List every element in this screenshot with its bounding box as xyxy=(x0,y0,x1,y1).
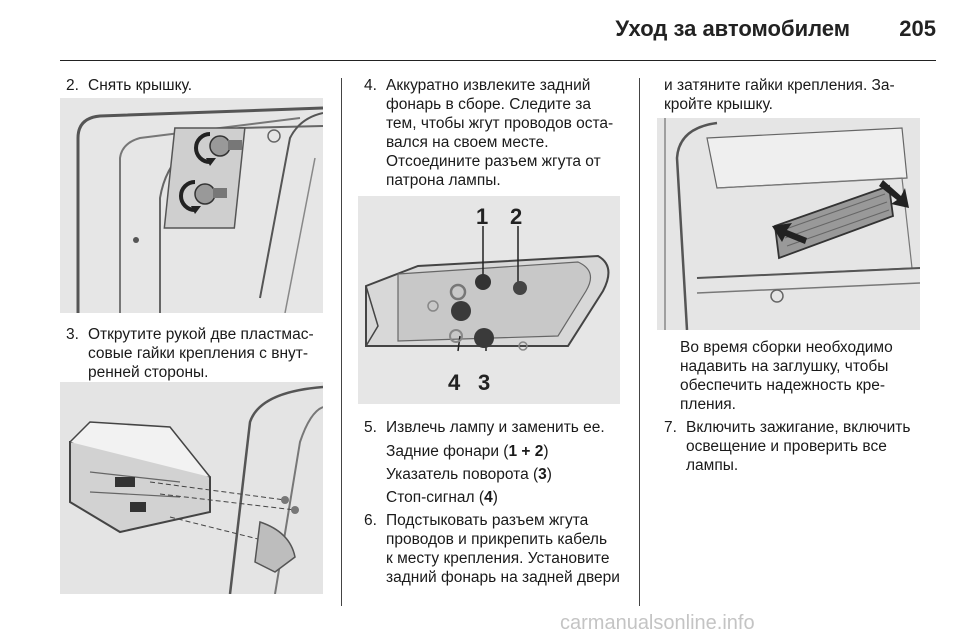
bulb-icon xyxy=(475,274,491,290)
step-line: задний фонарь на задней двери xyxy=(386,569,620,586)
header-rule xyxy=(60,60,936,61)
step-line: ренней стороны. xyxy=(88,364,209,381)
step-4 xyxy=(364,76,634,156)
figure-close-cover xyxy=(657,118,920,330)
step-3 xyxy=(66,325,336,385)
rear-lights-line: Задние фонари (1 + 2) xyxy=(386,443,549,460)
step-line: фонарь в сборе. Следите за xyxy=(386,96,591,113)
bulb-icon xyxy=(513,281,527,295)
step-line: вался на своем месте. xyxy=(386,134,549,151)
step-line: Открутите рукой две пластмас- xyxy=(88,326,314,343)
step-number: 7. xyxy=(664,419,677,436)
page-title: Уход за автомобилем xyxy=(615,16,850,41)
note-line: Во время сборки необходимо xyxy=(680,339,893,356)
close-cover-illustration xyxy=(657,118,920,330)
step-7 xyxy=(664,418,944,478)
step-line: совые гайки крепления с внут- xyxy=(88,345,309,362)
figure-rear-lamp-bulbs xyxy=(358,196,620,404)
step-line: лампы. xyxy=(686,457,739,474)
figure-cover-removal xyxy=(60,98,323,313)
page-number: 205 xyxy=(899,16,936,41)
step-line: к месту крепления. Установите xyxy=(386,550,610,567)
step-number: 6. xyxy=(364,512,377,529)
step-line: освещение и проверить все xyxy=(686,438,887,455)
step-4-note-line: патрона лампы. xyxy=(386,172,501,189)
step-text: Извлечь лампу и заменить ее. xyxy=(386,419,605,436)
step-line: проводов и прикрепить кабель xyxy=(386,531,608,548)
step-text: Снять крышку. xyxy=(88,77,193,94)
step-number: 3. xyxy=(66,326,79,343)
step-line: тем, чтобы жгут проводов оста- xyxy=(386,115,614,132)
step-6 xyxy=(364,511,634,591)
callout-3: 3 xyxy=(478,370,491,395)
lamp-unit-exploded-illustration xyxy=(60,382,323,594)
note-line: надавить на заглушку, чтобы xyxy=(680,358,889,375)
step-line: Аккуратно извлеките задний xyxy=(386,77,591,94)
continued-text-line: и затяните гайки крепления. За- xyxy=(664,77,895,94)
column-divider-1 xyxy=(341,78,342,606)
callout-1: 1 xyxy=(476,204,489,229)
cover-removal-illustration xyxy=(60,98,323,313)
note-line: пления. xyxy=(680,396,736,413)
step-number: 5. xyxy=(364,419,377,436)
continued-text-line: кройте крышку. xyxy=(664,96,773,113)
brake-light-line: Стоп-сигнал (4) xyxy=(386,489,498,506)
step-line: Включить зажигание, включить xyxy=(686,419,911,436)
bulb-icon xyxy=(474,328,494,348)
callout-4: 4 xyxy=(448,370,461,395)
rear-lamp-bulbs-illustration xyxy=(358,196,620,404)
watermark: carmanualsonline.info xyxy=(560,612,755,634)
step-line: Подстыковать разъем жгута xyxy=(386,512,589,529)
step-number: 4. xyxy=(364,77,377,94)
note-line: обеспечить надежность кре- xyxy=(680,377,886,394)
callout-2: 2 xyxy=(510,204,523,229)
column-divider-2 xyxy=(639,78,640,606)
turn-signal-line: Указатель поворота (3) xyxy=(386,466,552,483)
step-number: 2. xyxy=(66,77,79,94)
step-4-note-line: Отсоедините разъем жгута от xyxy=(386,153,601,170)
bulb-icon xyxy=(451,301,471,321)
figure-unscrew-nuts xyxy=(60,382,323,594)
